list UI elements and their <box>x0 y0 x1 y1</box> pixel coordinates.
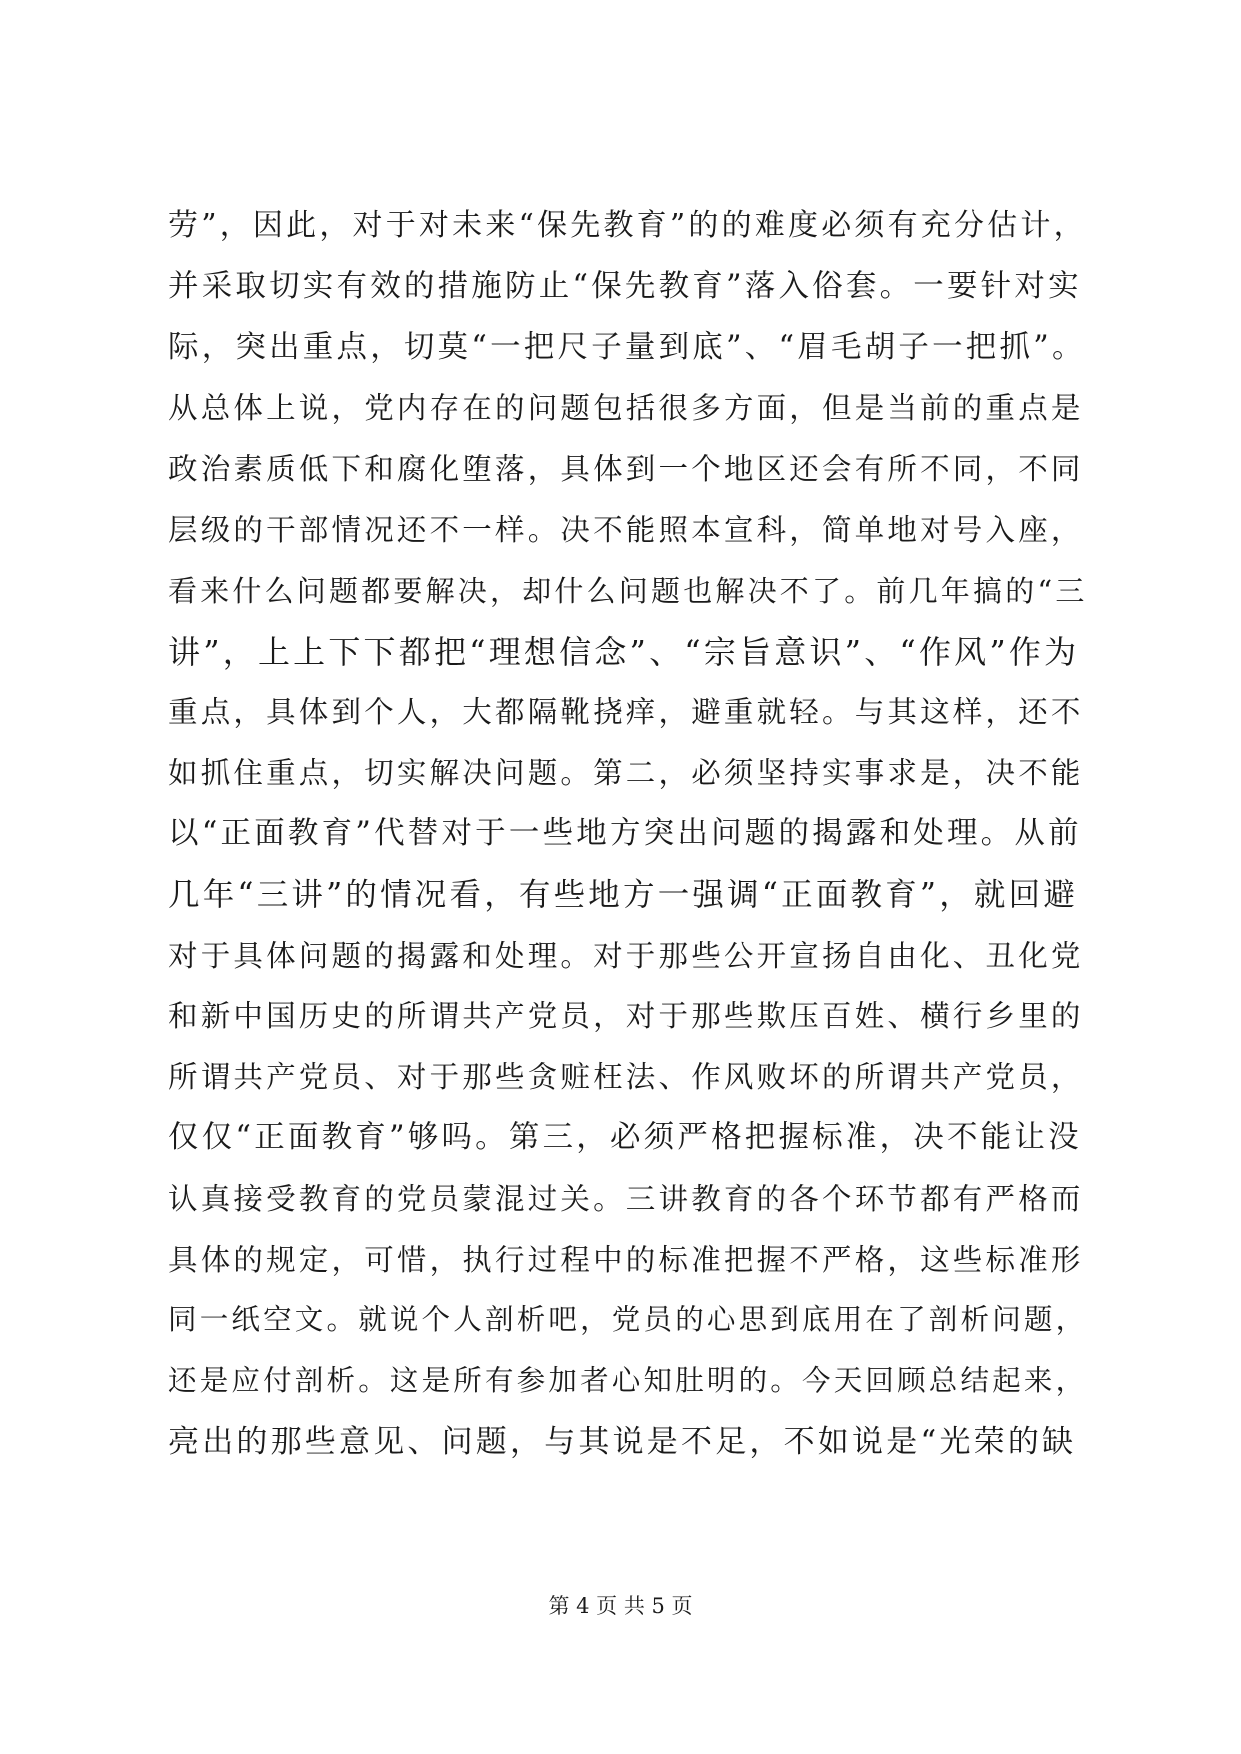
text-line: 劳”，因此，对于对未来“保先教育”的的难度必须有充分估计， <box>168 208 1087 243</box>
text-line: 如抓住重点，切实解决问题。第二，必须坚持实事求是，决不能 <box>168 756 1084 791</box>
text-line: 具体的规定，可惜，执行过程中的标准把握不严格，这些标准形 <box>168 1242 1084 1277</box>
text-line: 看来什么问题都要解决，却什么问题也解决不了。前几年搞的“三 <box>168 573 1088 608</box>
text-line: 还是应付剖析。这是所有参加者心知肚明的。今天回顾总结起来， <box>168 1364 1088 1398</box>
text-line: 并采取切实有效的措施防止“保先教育”落入俗套。一要针对实 <box>168 268 1082 304</box>
text-line: 重点，具体到个人，大都隔靴挠痒，避重就轻。与其这样，还不 <box>168 695 1084 730</box>
text-line: 几年“三讲”的情况看，有些地方一强调“正面教育”，就回避 <box>168 876 1079 913</box>
text-line: 政治素质低下和腐化堕落，具体到一个地区还会有所不同，不同 <box>168 452 1084 487</box>
text-line: 对于具体问题的揭露和处理。对于那些公开宣扬自由化、丑化党 <box>168 938 1084 973</box>
text-line: 和新中国历史的所谓共产党员，对于那些欺压百姓、横行乡里的 <box>168 999 1084 1034</box>
text-line: 认真接受教育的党员蒙混过关。三讲教育的各个环节都有严格而 <box>168 1181 1084 1216</box>
text-line: 际，突出重点，切莫“一把尺子量到底”、“眉毛胡子一把抓”。 <box>168 329 1086 365</box>
text-line: 层级的干部情况还不一样。决不能照本宣科，简单地对号入座， <box>168 512 1084 547</box>
text-line: 亮出的那些意见、问题，与其说是不足，不如说是“光荣的缺 <box>168 1423 1077 1460</box>
text-line: 所谓共产党员、对于那些贪赃枉法、作风败坏的所谓共产党员， <box>168 1060 1084 1095</box>
text-line: 从总体上说，党内存在的问题包括很多方面，但是当前的重点是 <box>168 391 1084 426</box>
text-line: 讲”，上上下下都把“理想信念”、“宗旨意识”、“作风”作为 <box>168 632 1080 671</box>
text-line: 仅仅“正面教育”够吗。第三，必须严格把握标准，决不能让没 <box>168 1119 1082 1155</box>
text-line: 以“正面教育”代替对于一些地方突出问题的揭露和处理。从前 <box>168 815 1082 851</box>
page-footer: 第 4 页 共 5 页 <box>548 1594 693 1618</box>
text-line: 同一纸空文。就说个人剖析吧，党员的心思到底用在了剖析问题， <box>168 1303 1088 1337</box>
body-paragraph <box>168 196 1088 1473</box>
